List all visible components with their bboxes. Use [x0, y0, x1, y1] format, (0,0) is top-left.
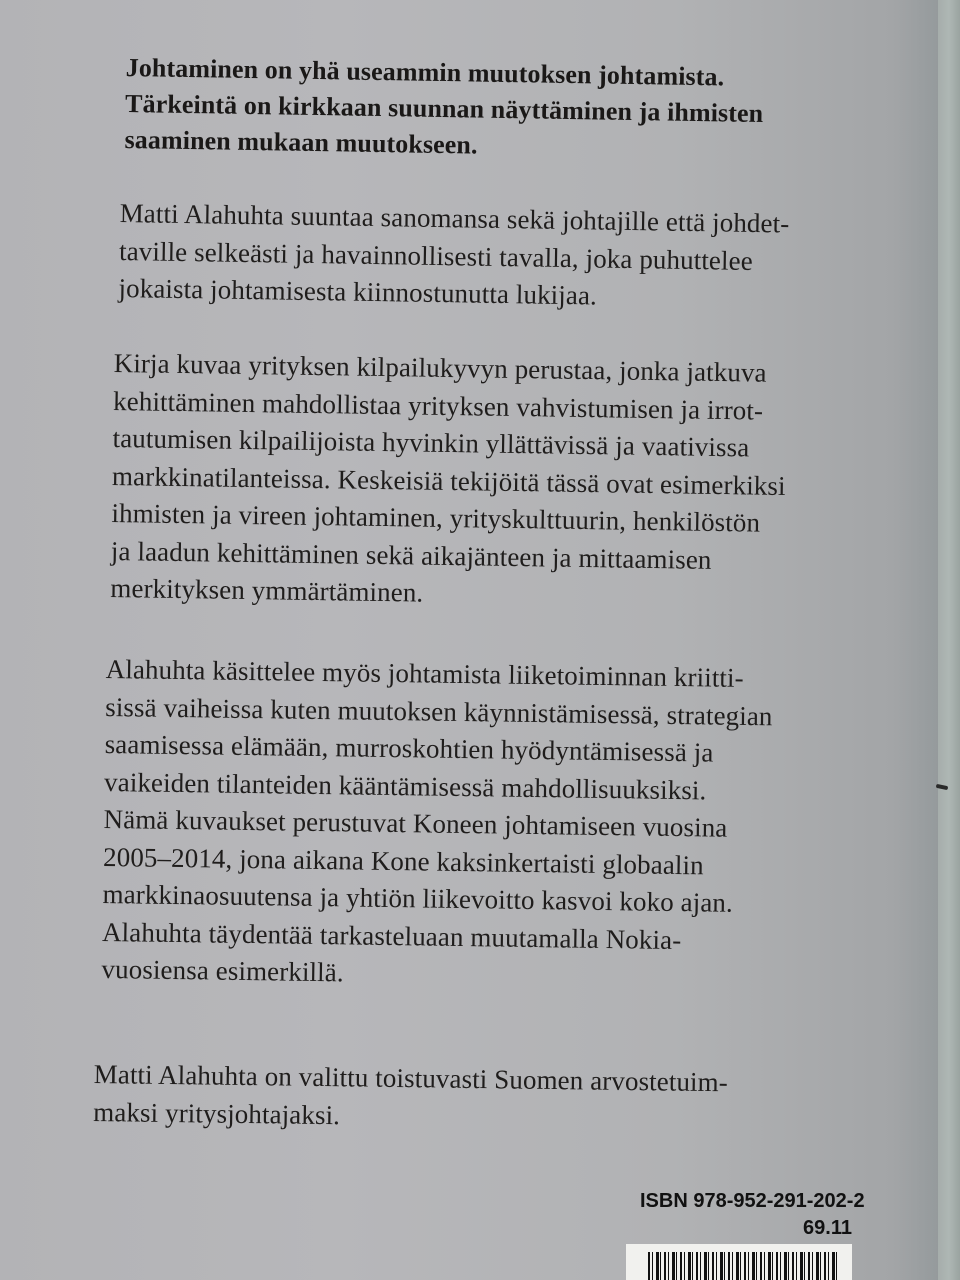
text-line: Alahuhta käsittelee myös johtamista liiketoiminnan kriitti- — [105, 653, 744, 693]
text-line: ja laadun kehittäminen sekä aikajänteen ja mittaamisen — [110, 535, 712, 575]
text-line: Alahuhta täydentää tarkasteluaan muutamalla Nokia- — [101, 916, 682, 955]
leadership-paragraph — [101, 651, 773, 998]
text-line: Matti Alahuhta suuntaa sanomansa sekä johtajille että johdet- — [119, 197, 790, 239]
text-line: Tärkeintä on kirkkaan suunnan näyttäminen ja ihmisten — [124, 88, 764, 129]
text-line: sissä vaiheissa kuten muutoksen käynnistämisessä, strategian — [105, 691, 773, 731]
cover-edge — [938, 0, 960, 1280]
text-line: 2005–2014, jona aikana Kone kaksinkertaisti globaalin — [102, 841, 704, 880]
text-line: saamisessa elämään, murroskohtien hyödyntämisessä ja — [104, 728, 714, 768]
isbn-number: ISBN 978-952-291-202-2 — [640, 1190, 865, 1212]
text-line: merkityksen ymmärtäminen. — [110, 572, 424, 608]
text-line: ihmisten ja vireen johtaminen, yrityskulttuurin, henkilöstön — [111, 497, 761, 538]
text-line: kehittäminen mahdollistaa yrityksen vahvistumisen ja irrot- — [112, 385, 764, 426]
isbn-block — [640, 1188, 865, 1242]
text-line: taville selkeästi ja havainnollisesti tavalla, joka puhuttelee — [118, 235, 754, 276]
text-line: markkinatilanteissa. Keskeisiä tekijöitä tässä ovat esimerkiksi — [111, 460, 786, 501]
text-line: jokaista johtamisesta kiinnostunutta lukijaa. — [118, 272, 598, 311]
text-line: markkinaosuutensa ja yhtiön liikevoitto kasvoi koko ajan. — [102, 878, 734, 918]
library-classification: 69.11 — [803, 1217, 852, 1239]
intro-paragraph — [118, 195, 789, 318]
text-line: vaikeiden tilanteiden kääntämisessä mahdollisuuksiksi. — [103, 766, 707, 805]
text-line: Nämä kuvaukset perustuvat Koneen johtamiseen vuosina — [103, 803, 728, 843]
text-line: Johtaminen on yhä useammin muutoksen johtamista. — [125, 52, 725, 92]
content-paragraph — [110, 345, 787, 617]
author-paragraph — [93, 1056, 728, 1139]
text-line: maksi yritysjohtajaksi. — [93, 1096, 341, 1130]
text-line: tautumisen kilpailijoista hyvinkin yllättävissä ja vaativissa — [112, 422, 750, 463]
lead-paragraph — [124, 50, 764, 168]
text-line: vuosiensa esimerkillä. — [101, 953, 344, 988]
text-line: Matti Alahuhta on valittu toistuvasti Suomen arvostetuim- — [93, 1058, 729, 1098]
text-line: Kirja kuvaa yrityksen kilpailukyvyn perustaa, jonka jatkuva — [113, 347, 767, 388]
barcode-bars — [648, 1252, 838, 1280]
barcode — [626, 1244, 852, 1280]
text-line: saaminen mukaan muutokseen. — [124, 124, 478, 160]
